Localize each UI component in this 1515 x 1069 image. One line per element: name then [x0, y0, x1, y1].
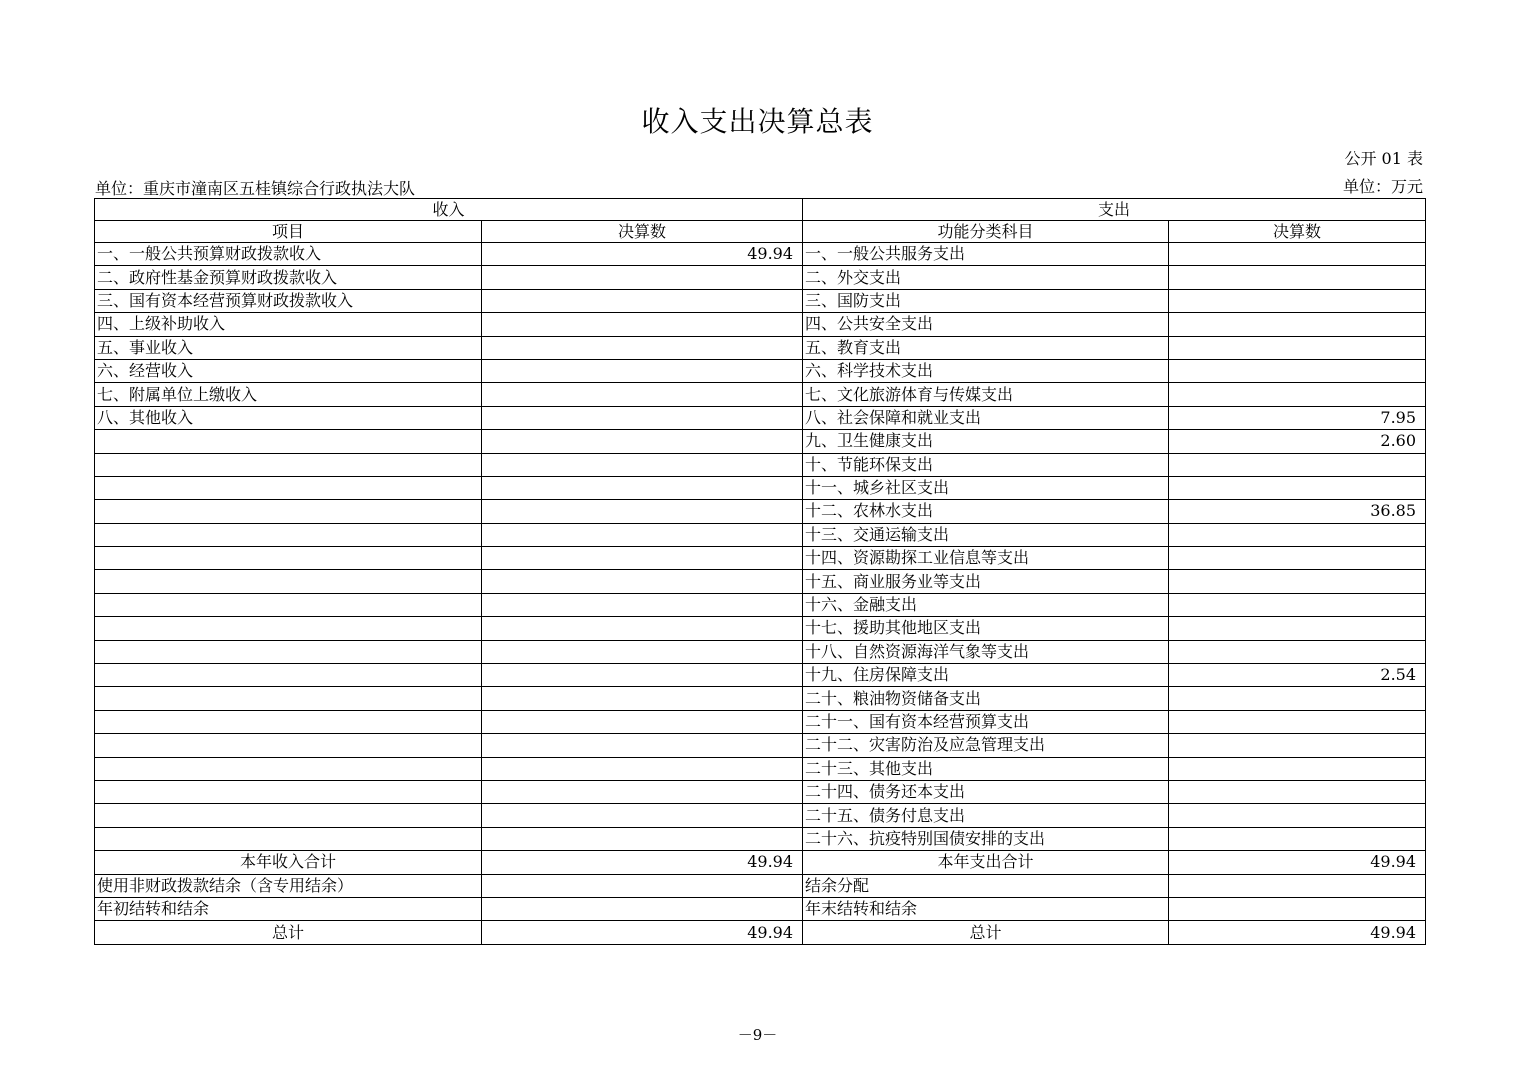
expense-item-value — [1169, 780, 1426, 803]
expense-item-label: 十九、住房保障支出 — [803, 664, 1169, 687]
expense-item-value: 2.60 — [1169, 430, 1426, 453]
income-item-value — [482, 757, 803, 780]
nonfiscal-label: 使用非财政拨款结余（含专用结余） — [95, 874, 482, 897]
grand-income-label: 总计 — [95, 921, 482, 944]
year-total-row — [95, 851, 1426, 874]
income-item-label — [95, 476, 482, 499]
expense-item-value: 36.85 — [1169, 500, 1426, 523]
income-item-label — [95, 804, 482, 827]
expense-item-value — [1169, 617, 1426, 640]
grand-expense-label: 总计 — [803, 921, 1169, 944]
income-item-label: 四、上级补助收入 — [95, 313, 482, 336]
begin-carryover-label: 年初结转和结余 — [95, 897, 482, 920]
expense-item-label: 二十一、国有资本经营预算支出 — [803, 710, 1169, 733]
income-header: 收入 — [95, 199, 803, 221]
grand-expense-value: 49.94 — [1169, 921, 1426, 944]
expense-item-value — [1169, 313, 1426, 336]
allocation-value — [1169, 874, 1426, 897]
table-row — [95, 570, 1426, 593]
page-title: 收入支出决算总表 — [641, 105, 874, 138]
income-item-label: 六、经营收入 — [95, 359, 482, 382]
grand-income-value: 49.94 — [482, 921, 803, 944]
income-item-label — [95, 430, 482, 453]
expense-item-label: 十三、交通运输支出 — [803, 523, 1169, 546]
expense-item-value — [1169, 523, 1426, 546]
table-row — [95, 243, 1426, 266]
expense-item-label: 二十三、其他支出 — [803, 757, 1169, 780]
income-item-label — [95, 547, 482, 570]
income-item-label: 三、国有资本经营预算财政拨款收入 — [95, 289, 482, 312]
year-income-label: 本年收入合计 — [95, 851, 482, 874]
currency-unit: 单位：万元 — [1342, 177, 1423, 196]
end-carryover-label: 年末结转和结余 — [803, 897, 1169, 920]
item-column-header: 项目 — [95, 221, 482, 243]
income-item-value — [482, 313, 803, 336]
expense-item-value — [1169, 266, 1426, 289]
expense-item-value — [1169, 710, 1426, 733]
expense-item-label: 二十四、债务还本支出 — [803, 780, 1169, 803]
income-item-value: 49.94 — [482, 243, 803, 266]
income-item-label: 一、一般公共预算财政拨款收入 — [95, 243, 482, 266]
allocation-label: 结余分配 — [803, 874, 1169, 897]
income-item-value — [482, 640, 803, 663]
income-item-label — [95, 570, 482, 593]
table-row — [95, 757, 1426, 780]
table-row — [95, 453, 1426, 476]
table-row — [95, 687, 1426, 710]
expense-item-value — [1169, 243, 1426, 266]
income-item-value — [482, 547, 803, 570]
income-item-value — [482, 687, 803, 710]
expense-item-value — [1169, 383, 1426, 406]
expense-item-label: 三、国防支出 — [803, 289, 1169, 312]
income-item-value — [482, 453, 803, 476]
totals-body — [95, 851, 1426, 945]
form-number: 公开 01 表 — [1344, 149, 1423, 168]
expense-item-label: 十五、商业服务业等支出 — [803, 570, 1169, 593]
expense-item-value — [1169, 336, 1426, 359]
income-item-value — [482, 523, 803, 546]
expense-item-label: 八、社会保障和就业支出 — [803, 406, 1169, 429]
table-row — [95, 827, 1426, 850]
income-item-label — [95, 617, 482, 640]
header-row-group — [95, 199, 1426, 221]
table-row — [95, 617, 1426, 640]
expense-item-label: 二十五、债务付息支出 — [803, 804, 1169, 827]
grand-total-row — [95, 921, 1426, 944]
expense-item-label: 七、文化旅游体育与传媒支出 — [803, 383, 1169, 406]
expense-item-value — [1169, 640, 1426, 663]
expense-item-value — [1169, 547, 1426, 570]
year-expense-label: 本年支出合计 — [803, 851, 1169, 874]
expense-header: 支出 — [803, 199, 1426, 221]
table-row — [95, 500, 1426, 523]
income-item-label: 八、其他收入 — [95, 406, 482, 429]
income-item-value — [482, 804, 803, 827]
nonfiscal-row — [95, 874, 1426, 897]
income-item-value — [482, 570, 803, 593]
income-item-value — [482, 593, 803, 616]
expense-item-value — [1169, 453, 1426, 476]
income-item-label: 七、附属单位上缴收入 — [95, 383, 482, 406]
carryover-row — [95, 897, 1426, 920]
income-item-value — [482, 406, 803, 429]
page-number: －9－ — [737, 1026, 778, 1044]
expense-item-label: 九、卫生健康支出 — [803, 430, 1169, 453]
income-item-label — [95, 710, 482, 733]
table-row — [95, 476, 1426, 499]
expense-item-label: 十八、自然资源海洋气象等支出 — [803, 640, 1169, 663]
expense-item-label: 五、教育支出 — [803, 336, 1169, 359]
expense-item-value — [1169, 570, 1426, 593]
end-carryover-value — [1169, 897, 1426, 920]
table-row — [95, 383, 1426, 406]
expense-item-label: 十、节能环保支出 — [803, 453, 1169, 476]
income-item-label — [95, 780, 482, 803]
table-row — [95, 780, 1426, 803]
header-row-columns — [95, 221, 1426, 243]
table-row — [95, 710, 1426, 733]
income-item-label — [95, 500, 482, 523]
expense-item-label: 十七、援助其他地区支出 — [803, 617, 1169, 640]
table-row — [95, 430, 1426, 453]
expense-item-value: 2.54 — [1169, 664, 1426, 687]
income-item-value — [482, 664, 803, 687]
income-item-label — [95, 593, 482, 616]
year-expense-value: 49.94 — [1169, 851, 1426, 874]
expense-item-value — [1169, 359, 1426, 382]
income-item-label — [95, 640, 482, 663]
income-item-label: 二、政府性基金预算财政拨款收入 — [95, 266, 482, 289]
expense-item-label: 二十、粮油物资储备支出 — [803, 687, 1169, 710]
income-item-value — [482, 617, 803, 640]
expense-item-value — [1169, 757, 1426, 780]
expense-item-value — [1169, 804, 1426, 827]
income-item-label — [95, 734, 482, 757]
income-item-label — [95, 453, 482, 476]
income-item-value — [482, 476, 803, 499]
expense-item-label: 十一、城乡社区支出 — [803, 476, 1169, 499]
expense-item-label: 二十二、灾害防治及应急管理支出 — [803, 734, 1169, 757]
income-item-value — [482, 710, 803, 733]
income-item-value — [482, 827, 803, 850]
income-item-label — [95, 523, 482, 546]
expense-item-value — [1169, 476, 1426, 499]
expense-item-value — [1169, 593, 1426, 616]
income-item-label — [95, 687, 482, 710]
table-row — [95, 289, 1426, 312]
income-amount-column-header: 决算数 — [482, 221, 803, 243]
table-row — [95, 266, 1426, 289]
table-row — [95, 804, 1426, 827]
income-item-label — [95, 664, 482, 687]
expense-item-label: 六、科学技术支出 — [803, 359, 1169, 382]
table-row — [95, 336, 1426, 359]
income-item-value — [482, 430, 803, 453]
expense-item-label: 一、一般公共服务支出 — [803, 243, 1169, 266]
nonfiscal-value — [482, 874, 803, 897]
expense-item-label: 十四、资源勘探工业信息等支出 — [803, 547, 1169, 570]
expense-item-value — [1169, 734, 1426, 757]
income-item-label: 五、事业收入 — [95, 336, 482, 359]
income-item-value — [482, 359, 803, 382]
income-item-value — [482, 734, 803, 757]
expense-item-value — [1169, 687, 1426, 710]
expense-amount-column-header: 决算数 — [1169, 221, 1426, 243]
expense-item-label: 二、外交支出 — [803, 266, 1169, 289]
table-row — [95, 734, 1426, 757]
budget-table-body — [95, 199, 1426, 851]
begin-carryover-value — [482, 897, 803, 920]
income-item-value — [482, 266, 803, 289]
income-item-label — [95, 757, 482, 780]
income-item-value — [482, 289, 803, 312]
expense-item-value — [1169, 289, 1426, 312]
year-income-value: 49.94 — [482, 851, 803, 874]
table-row — [95, 664, 1426, 687]
income-item-value — [482, 500, 803, 523]
income-item-value — [482, 336, 803, 359]
table-row — [95, 313, 1426, 336]
func-category-column-header: 功能分类科目 — [803, 221, 1169, 243]
expense-item-label: 二十六、抗疫特别国债安排的支出 — [803, 827, 1169, 850]
expense-item-value: 7.95 — [1169, 406, 1426, 429]
reporting-unit: 单位：重庆市潼南区五桂镇综合行政执法大队 — [95, 179, 416, 198]
table-row — [95, 523, 1426, 546]
expense-item-label: 十六、金融支出 — [803, 593, 1169, 616]
table-row — [95, 593, 1426, 616]
table-row — [95, 359, 1426, 382]
budget-table — [94, 198, 1426, 945]
table-row — [95, 640, 1426, 663]
expense-item-label: 四、公共安全支出 — [803, 313, 1169, 336]
income-item-label — [95, 827, 482, 850]
table-row — [95, 547, 1426, 570]
expense-item-label: 十二、农林水支出 — [803, 500, 1169, 523]
table-row — [95, 406, 1426, 429]
income-item-value — [482, 383, 803, 406]
income-item-value — [482, 780, 803, 803]
expense-item-value — [1169, 827, 1426, 850]
